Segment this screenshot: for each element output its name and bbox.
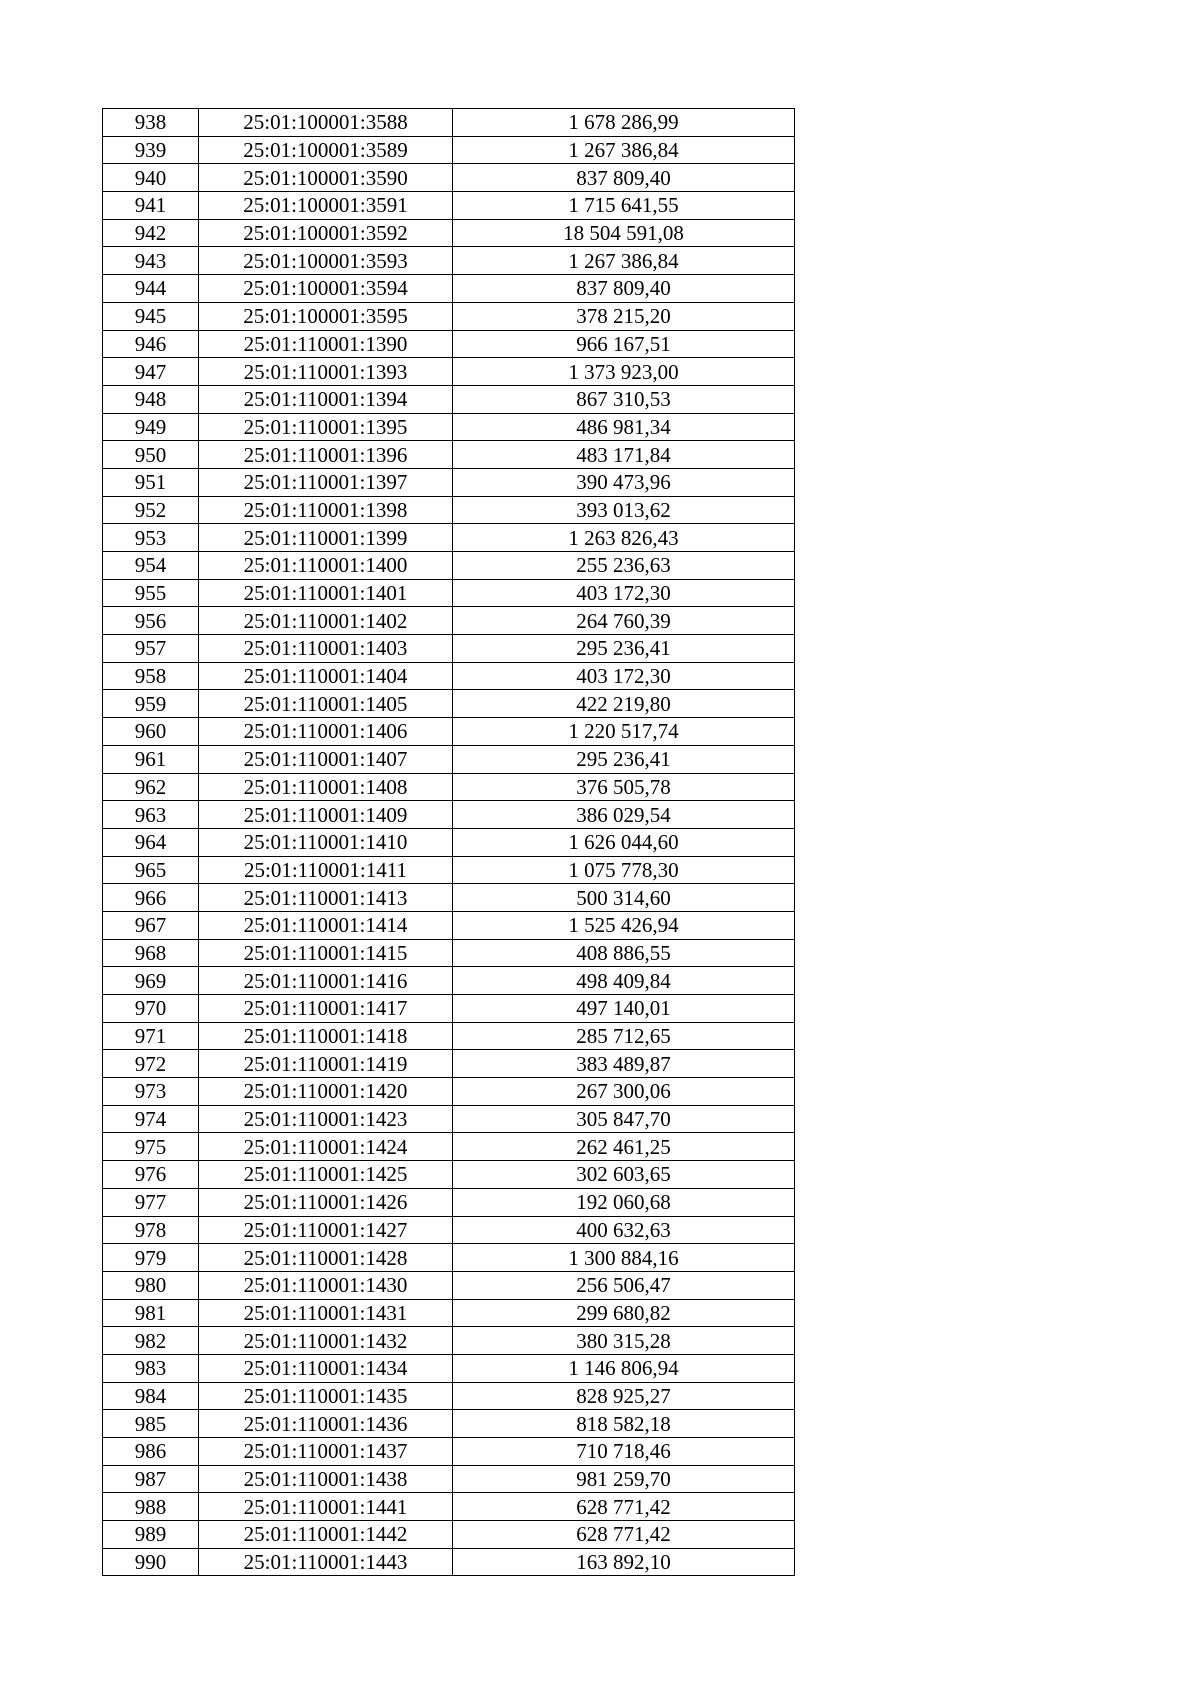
cadastral-value-cell: 403 172,30 <box>453 662 795 690</box>
cadastral-number-cell: 25:01:110001:1424 <box>199 1133 453 1161</box>
table-row <box>103 1548 795 1576</box>
table-row <box>103 1161 795 1189</box>
table-row <box>103 164 795 192</box>
row-number-cell: 950 <box>103 441 199 469</box>
table-row <box>103 828 795 856</box>
cadastral-number-cell: 25:01:110001:1428 <box>199 1244 453 1272</box>
row-number-cell: 952 <box>103 496 199 524</box>
cadastral-value-table <box>102 108 795 1576</box>
table-row <box>103 856 795 884</box>
table-row <box>103 275 795 303</box>
cadastral-value-cell: 1 146 806,94 <box>453 1354 795 1382</box>
cadastral-number-cell: 25:01:110001:1399 <box>199 524 453 552</box>
cadastral-number-cell: 25:01:110001:1426 <box>199 1188 453 1216</box>
row-number-cell: 976 <box>103 1161 199 1189</box>
table-row <box>103 579 795 607</box>
cadastral-number-cell: 25:01:100001:3589 <box>199 136 453 164</box>
cadastral-number-cell: 25:01:110001:1404 <box>199 662 453 690</box>
row-number-cell: 960 <box>103 718 199 746</box>
cadastral-number-cell: 25:01:100001:3592 <box>199 219 453 247</box>
table-row <box>103 109 795 137</box>
cadastral-number-cell: 25:01:110001:1413 <box>199 884 453 912</box>
cadastral-number-cell: 25:01:110001:1420 <box>199 1078 453 1106</box>
cadastral-value-cell: 386 029,54 <box>453 801 795 829</box>
cadastral-value-cell: 628 771,42 <box>453 1493 795 1521</box>
cadastral-value-cell: 818 582,18 <box>453 1410 795 1438</box>
table-row <box>103 302 795 330</box>
cadastral-value-cell: 1 525 426,94 <box>453 911 795 939</box>
cadastral-number-cell: 25:01:100001:3593 <box>199 247 453 275</box>
cadastral-value-cell: 837 809,40 <box>453 275 795 303</box>
cadastral-number-cell: 25:01:110001:1408 <box>199 773 453 801</box>
cadastral-number-cell: 25:01:110001:1411 <box>199 856 453 884</box>
row-number-cell: 988 <box>103 1493 199 1521</box>
cadastral-value-cell: 262 461,25 <box>453 1133 795 1161</box>
cadastral-number-cell: 25:01:110001:1418 <box>199 1022 453 1050</box>
row-number-cell: 982 <box>103 1327 199 1355</box>
cadastral-number-cell: 25:01:110001:1437 <box>199 1438 453 1466</box>
cadastral-number-cell: 25:01:110001:1416 <box>199 967 453 995</box>
table-row <box>103 607 795 635</box>
row-number-cell: 963 <box>103 801 199 829</box>
row-number-cell: 980 <box>103 1271 199 1299</box>
table-row <box>103 136 795 164</box>
table-row <box>103 496 795 524</box>
table-row <box>103 468 795 496</box>
cadastral-number-cell: 25:01:110001:1401 <box>199 579 453 607</box>
cadastral-value-cell: 1 373 923,00 <box>453 358 795 386</box>
row-number-cell: 959 <box>103 690 199 718</box>
cadastral-value-cell: 500 314,60 <box>453 884 795 912</box>
cadastral-value-cell: 393 013,62 <box>453 496 795 524</box>
table-row <box>103 247 795 275</box>
table-row <box>103 1521 795 1549</box>
row-number-cell: 985 <box>103 1410 199 1438</box>
cadastral-value-cell: 380 315,28 <box>453 1327 795 1355</box>
row-number-cell: 973 <box>103 1078 199 1106</box>
cadastral-number-cell: 25:01:110001:1443 <box>199 1548 453 1576</box>
table-row <box>103 1188 795 1216</box>
table-row <box>103 1078 795 1106</box>
cadastral-value-cell: 192 060,68 <box>453 1188 795 1216</box>
table-row <box>103 524 795 552</box>
table-row <box>103 1050 795 1078</box>
table-row <box>103 192 795 220</box>
row-number-cell: 947 <box>103 358 199 386</box>
row-number-cell: 946 <box>103 330 199 358</box>
cadastral-number-cell: 25:01:110001:1417 <box>199 995 453 1023</box>
row-number-cell: 986 <box>103 1438 199 1466</box>
table-row <box>103 662 795 690</box>
table-row <box>103 773 795 801</box>
cadastral-value-cell: 828 925,27 <box>453 1382 795 1410</box>
table-row <box>103 1105 795 1133</box>
row-number-cell: 956 <box>103 607 199 635</box>
cadastral-value-cell: 1 300 884,16 <box>453 1244 795 1272</box>
table-row <box>103 1493 795 1521</box>
row-number-cell: 951 <box>103 468 199 496</box>
cadastral-value-cell: 267 300,06 <box>453 1078 795 1106</box>
cadastral-number-cell: 25:01:110001:1406 <box>199 718 453 746</box>
table-row <box>103 441 795 469</box>
row-number-cell: 962 <box>103 773 199 801</box>
cadastral-value-cell: 255 236,63 <box>453 552 795 580</box>
row-number-cell: 970 <box>103 995 199 1023</box>
table-row <box>103 1410 795 1438</box>
cadastral-value-cell: 486 981,34 <box>453 413 795 441</box>
row-number-cell: 983 <box>103 1354 199 1382</box>
table-row <box>103 995 795 1023</box>
table-body <box>103 109 795 1576</box>
row-number-cell: 949 <box>103 413 199 441</box>
cadastral-value-cell: 305 847,70 <box>453 1105 795 1133</box>
cadastral-value-cell: 966 167,51 <box>453 330 795 358</box>
cadastral-number-cell: 25:01:110001:1414 <box>199 911 453 939</box>
row-number-cell: 943 <box>103 247 199 275</box>
cadastral-number-cell: 25:01:110001:1395 <box>199 413 453 441</box>
cadastral-value-cell: 295 236,41 <box>453 635 795 663</box>
cadastral-number-cell: 25:01:100001:3595 <box>199 302 453 330</box>
cadastral-value-cell: 1 267 386,84 <box>453 247 795 275</box>
row-number-cell: 990 <box>103 1548 199 1576</box>
cadastral-number-cell: 25:01:110001:1394 <box>199 385 453 413</box>
row-number-cell: 958 <box>103 662 199 690</box>
cadastral-number-cell: 25:01:110001:1398 <box>199 496 453 524</box>
cadastral-value-cell: 498 409,84 <box>453 967 795 995</box>
cadastral-value-cell: 376 505,78 <box>453 773 795 801</box>
row-number-cell: 987 <box>103 1465 199 1493</box>
table-row <box>103 1382 795 1410</box>
table-row <box>103 358 795 386</box>
cadastral-value-cell: 710 718,46 <box>453 1438 795 1466</box>
table-row <box>103 385 795 413</box>
cadastral-number-cell: 25:01:100001:3590 <box>199 164 453 192</box>
cadastral-number-cell: 25:01:110001:1427 <box>199 1216 453 1244</box>
row-number-cell: 957 <box>103 635 199 663</box>
table-row <box>103 1354 795 1382</box>
cadastral-value-cell: 390 473,96 <box>453 468 795 496</box>
table-row <box>103 635 795 663</box>
row-number-cell: 969 <box>103 967 199 995</box>
cadastral-number-cell: 25:01:100001:3594 <box>199 275 453 303</box>
cadastral-number-cell: 25:01:100001:3591 <box>199 192 453 220</box>
row-number-cell: 981 <box>103 1299 199 1327</box>
row-number-cell: 961 <box>103 745 199 773</box>
table-row <box>103 911 795 939</box>
cadastral-value-cell: 981 259,70 <box>453 1465 795 1493</box>
cadastral-number-cell: 25:01:110001:1393 <box>199 358 453 386</box>
cadastral-value-cell: 1 075 778,30 <box>453 856 795 884</box>
table-row <box>103 1216 795 1244</box>
table-row <box>103 967 795 995</box>
cadastral-value-cell: 408 886,55 <box>453 939 795 967</box>
cadastral-value-cell: 302 603,65 <box>453 1161 795 1189</box>
row-number-cell: 938 <box>103 109 199 137</box>
cadastral-value-cell: 299 680,82 <box>453 1299 795 1327</box>
cadastral-value-cell: 1 678 286,99 <box>453 109 795 137</box>
cadastral-value-cell: 18 504 591,08 <box>453 219 795 247</box>
row-number-cell: 948 <box>103 385 199 413</box>
cadastral-value-cell: 867 310,53 <box>453 385 795 413</box>
cadastral-value-cell: 264 760,39 <box>453 607 795 635</box>
cadastral-number-cell: 25:01:110001:1403 <box>199 635 453 663</box>
table-row <box>103 1022 795 1050</box>
row-number-cell: 966 <box>103 884 199 912</box>
table-row <box>103 1244 795 1272</box>
cadastral-number-cell: 25:01:110001:1409 <box>199 801 453 829</box>
cadastral-number-cell: 25:01:110001:1400 <box>199 552 453 580</box>
cadastral-number-cell: 25:01:110001:1419 <box>199 1050 453 1078</box>
cadastral-number-cell: 25:01:110001:1441 <box>199 1493 453 1521</box>
cadastral-number-cell: 25:01:110001:1425 <box>199 1161 453 1189</box>
table-row <box>103 219 795 247</box>
cadastral-number-cell: 25:01:110001:1407 <box>199 745 453 773</box>
cadastral-number-cell: 25:01:110001:1434 <box>199 1354 453 1382</box>
row-number-cell: 977 <box>103 1188 199 1216</box>
row-number-cell: 953 <box>103 524 199 552</box>
cadastral-number-cell: 25:01:110001:1430 <box>199 1271 453 1299</box>
table-row <box>103 1133 795 1161</box>
table-row <box>103 884 795 912</box>
row-number-cell: 968 <box>103 939 199 967</box>
cadastral-value-cell: 1 267 386,84 <box>453 136 795 164</box>
row-number-cell: 940 <box>103 164 199 192</box>
row-number-cell: 965 <box>103 856 199 884</box>
row-number-cell: 971 <box>103 1022 199 1050</box>
row-number-cell: 939 <box>103 136 199 164</box>
row-number-cell: 942 <box>103 219 199 247</box>
cadastral-value-cell: 1 715 641,55 <box>453 192 795 220</box>
cadastral-number-cell: 25:01:110001:1435 <box>199 1382 453 1410</box>
cadastral-number-cell: 25:01:110001:1415 <box>199 939 453 967</box>
row-number-cell: 984 <box>103 1382 199 1410</box>
cadastral-number-cell: 25:01:110001:1442 <box>199 1521 453 1549</box>
row-number-cell: 941 <box>103 192 199 220</box>
table-row <box>103 1465 795 1493</box>
cadastral-value-cell: 497 140,01 <box>453 995 795 1023</box>
cadastral-number-cell: 25:01:110001:1410 <box>199 828 453 856</box>
table-row <box>103 718 795 746</box>
cadastral-value-cell: 1 626 044,60 <box>453 828 795 856</box>
row-number-cell: 964 <box>103 828 199 856</box>
cadastral-value-cell: 285 712,65 <box>453 1022 795 1050</box>
cadastral-value-cell: 1 263 826,43 <box>453 524 795 552</box>
cadastral-number-cell: 25:01:110001:1436 <box>199 1410 453 1438</box>
cadastral-value-cell: 256 506,47 <box>453 1271 795 1299</box>
row-number-cell: 974 <box>103 1105 199 1133</box>
cadastral-value-cell: 295 236,41 <box>453 745 795 773</box>
table-row <box>103 801 795 829</box>
table-row <box>103 330 795 358</box>
table-row <box>103 1438 795 1466</box>
row-number-cell: 989 <box>103 1521 199 1549</box>
row-number-cell: 972 <box>103 1050 199 1078</box>
cadastral-number-cell: 25:01:110001:1402 <box>199 607 453 635</box>
row-number-cell: 944 <box>103 275 199 303</box>
cadastral-number-cell: 25:01:110001:1423 <box>199 1105 453 1133</box>
cadastral-number-cell: 25:01:110001:1396 <box>199 441 453 469</box>
cadastral-number-cell: 25:01:110001:1390 <box>199 330 453 358</box>
cadastral-value-cell: 1 220 517,74 <box>453 718 795 746</box>
row-number-cell: 978 <box>103 1216 199 1244</box>
row-number-cell: 955 <box>103 579 199 607</box>
cadastral-value-cell: 400 632,63 <box>453 1216 795 1244</box>
table-row <box>103 552 795 580</box>
table-row <box>103 413 795 441</box>
row-number-cell: 975 <box>103 1133 199 1161</box>
cadastral-number-cell: 25:01:110001:1432 <box>199 1327 453 1355</box>
cadastral-value-cell: 163 892,10 <box>453 1548 795 1576</box>
table-row <box>103 1327 795 1355</box>
cadastral-value-cell: 483 171,84 <box>453 441 795 469</box>
row-number-cell: 945 <box>103 302 199 330</box>
cadastral-value-cell: 628 771,42 <box>453 1521 795 1549</box>
row-number-cell: 979 <box>103 1244 199 1272</box>
table-row <box>103 1271 795 1299</box>
row-number-cell: 967 <box>103 911 199 939</box>
cadastral-value-cell: 837 809,40 <box>453 164 795 192</box>
row-number-cell: 954 <box>103 552 199 580</box>
cadastral-value-cell: 378 215,20 <box>453 302 795 330</box>
cadastral-number-cell: 25:01:110001:1397 <box>199 468 453 496</box>
cadastral-number-cell: 25:01:110001:1431 <box>199 1299 453 1327</box>
cadastral-value-cell: 383 489,87 <box>453 1050 795 1078</box>
table-row <box>103 1299 795 1327</box>
table-row <box>103 690 795 718</box>
cadastral-number-cell: 25:01:110001:1405 <box>199 690 453 718</box>
cadastral-value-cell: 403 172,30 <box>453 579 795 607</box>
cadastral-number-cell: 25:01:110001:1438 <box>199 1465 453 1493</box>
table-row <box>103 745 795 773</box>
table-row <box>103 939 795 967</box>
cadastral-value-cell: 422 219,80 <box>453 690 795 718</box>
cadastral-number-cell: 25:01:100001:3588 <box>199 109 453 137</box>
